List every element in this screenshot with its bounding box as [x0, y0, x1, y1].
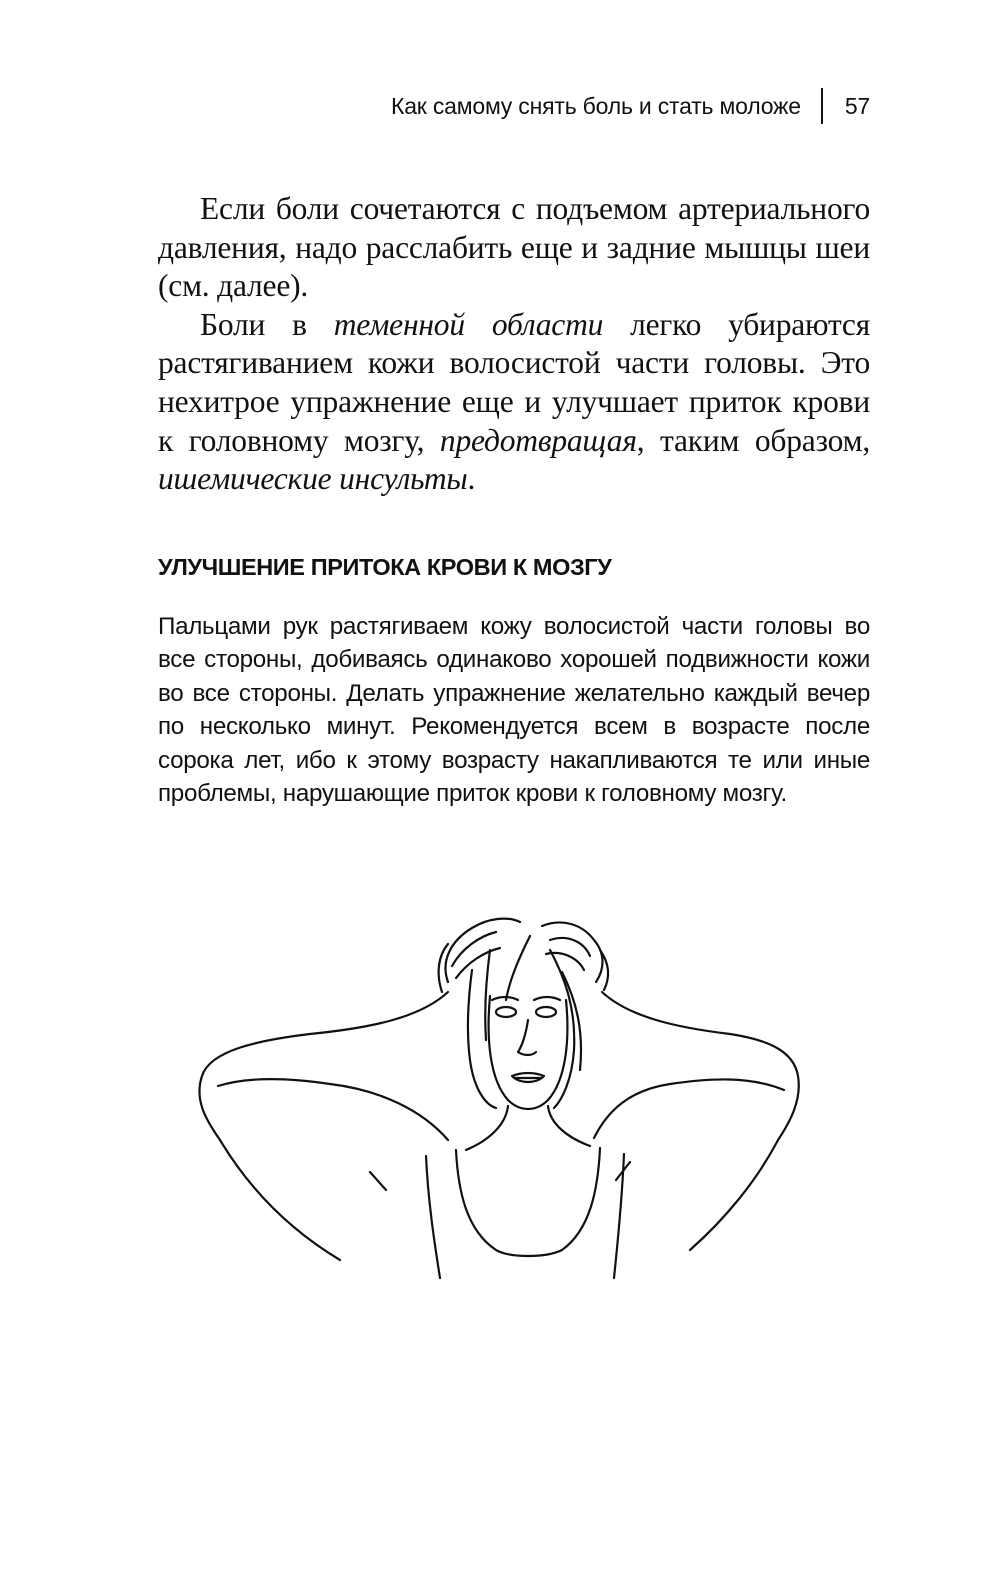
right-arm	[594, 992, 799, 1250]
nose	[518, 1020, 536, 1055]
paragraph-2-text: , таким образом,	[636, 422, 870, 458]
body-paragraph-2	[158, 306, 870, 499]
emphasis-parietal-area: теменной области	[333, 306, 604, 342]
book-title: Как самому снять боль и стать моложе	[391, 92, 801, 119]
tank-top	[456, 1148, 600, 1256]
running-header	[158, 86, 870, 126]
left-arm	[199, 992, 448, 1260]
emphasis-ischemic-strokes: ишемические инсульты	[158, 461, 468, 497]
section-title: УЛУЧШЕНИЕ ПРИТОКА КРОВИ К МОЗГУ	[158, 554, 612, 580]
paragraph-2-text: Боли в	[200, 306, 334, 342]
right-hand	[542, 922, 608, 990]
page-number: 57	[844, 92, 870, 119]
body-text	[158, 190, 870, 499]
left-eye	[496, 1007, 516, 1017]
header-divider	[821, 88, 823, 124]
right-eye	[536, 1007, 556, 1017]
body-paragraph-1: Если боли сочетаются с подъемом артериального давления, надо расслабить еще и задние мышцы шеи (см. далее).	[158, 191, 870, 304]
paragraph-2-text: .	[467, 461, 476, 497]
emphasis-preventing: предотвращая	[439, 422, 637, 458]
exercise-paragraph: Пальцами рук растягиваем кожу волосистой части головы во все стороны, добиваясь одинаково хорошей подвижности кожи во все стороны. Делать упражнение желательно каждый вечер по несколько минут. Рекомендуется всем в возрасте после сорока лет, ибо к этому возрасту накапливаются те или иные проблемы, нарушающие приток крови к головному мозгу.	[158, 613, 870, 808]
left-hand	[439, 919, 520, 992]
torso	[426, 1154, 624, 1278]
neck	[466, 1106, 590, 1150]
woman-massaging-scalp-illustration	[190, 900, 810, 1280]
mouth	[512, 1073, 544, 1082]
right-brow	[534, 997, 560, 1000]
exercise-description	[158, 610, 870, 810]
paragraph-2-text: легко убираются растягиванием кожи волосистой части головы. Это нехитрое упражнение еще и улучшает приток крови к головному мозгу,	[158, 306, 870, 458]
